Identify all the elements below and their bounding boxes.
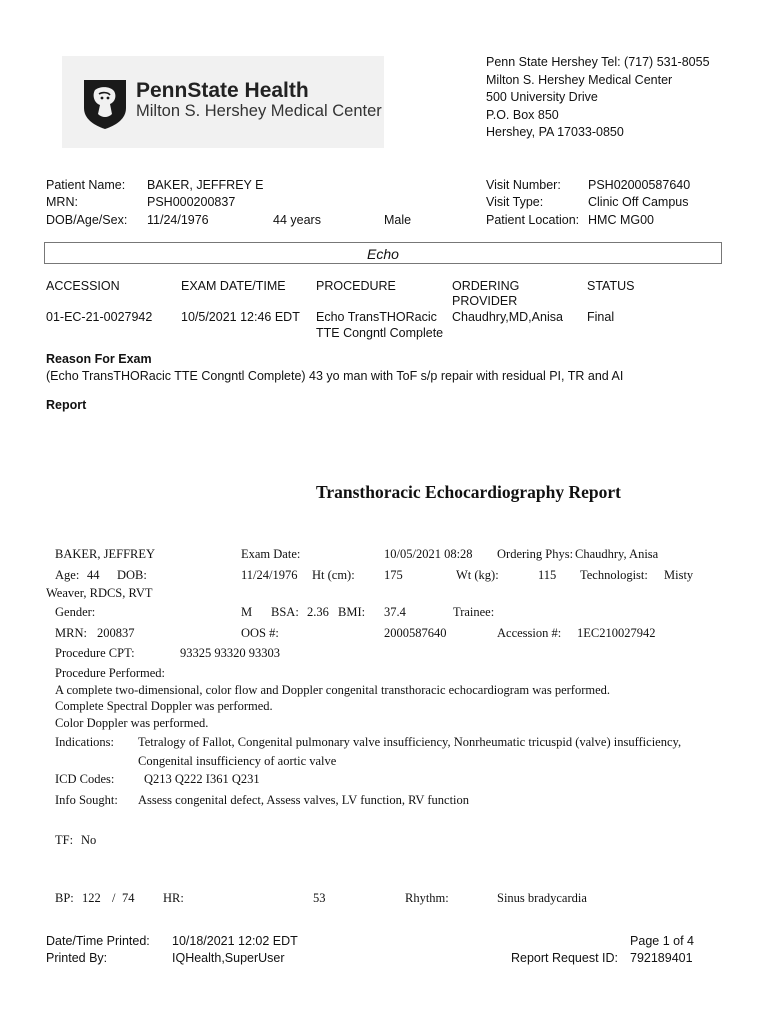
accession-label: Accession #: bbox=[497, 626, 562, 640]
report-mrn-label: MRN: bbox=[55, 626, 87, 640]
indications-line-2: Congenital insufficiency of aortic valve bbox=[138, 754, 337, 768]
nittany-lion-shield-icon bbox=[82, 78, 128, 130]
procedure-performed-2: Complete Spectral Doppler was performed. bbox=[55, 699, 273, 713]
report-mrn: 200837 bbox=[97, 626, 135, 640]
visit-number: PSH02000587640 bbox=[588, 178, 691, 192]
tf-label: TF: bbox=[55, 833, 74, 847]
accession-value: 1EC210027942 bbox=[577, 626, 656, 640]
ordering-phys-label: Ordering Phys: bbox=[497, 547, 574, 561]
bsa-value: 2.36 bbox=[307, 605, 329, 619]
patient-location-label: Patient Location: bbox=[486, 213, 580, 227]
info-sought-label: Info Sought: bbox=[55, 793, 118, 807]
age-label: Age: bbox=[55, 568, 80, 582]
technologist-rest: Weaver, RDCS, RVT bbox=[46, 586, 153, 600]
patient-name-label: Patient Name: bbox=[46, 178, 126, 192]
report-title: Transthoracic Echocardiography Report bbox=[316, 482, 621, 502]
report-dob-label: DOB: bbox=[117, 568, 147, 582]
height-label: Ht (cm): bbox=[312, 568, 355, 582]
age-value: 44 years bbox=[273, 213, 321, 227]
address-line-street: 500 University Drive bbox=[486, 90, 598, 104]
section-header bbox=[44, 242, 722, 264]
header-accession: ACCESSION bbox=[46, 279, 120, 293]
procedure-performed-label: Procedure Performed: bbox=[55, 666, 166, 680]
dob-value: 11/24/1976 bbox=[147, 213, 209, 227]
request-id-label: Report Request ID: bbox=[511, 951, 618, 965]
weight-value: 115 bbox=[538, 568, 557, 582]
header-ordering: ORDERING bbox=[452, 279, 520, 293]
rhythm-label: Rhythm: bbox=[405, 891, 449, 905]
bsa-label: BSA: bbox=[271, 605, 299, 619]
technologist-label: Technologist: bbox=[580, 568, 648, 582]
logo-subtitle: Milton S. Hershey Medical Center bbox=[136, 102, 382, 120]
hr-label: HR: bbox=[163, 891, 184, 905]
bp-diastolic: 74 bbox=[122, 891, 135, 905]
header-status: STATUS bbox=[587, 279, 635, 293]
address-line-phone: Penn State Hershey Tel: (717) 531-8055 bbox=[486, 55, 710, 69]
reason-label: Reason For Exam bbox=[46, 352, 152, 366]
mrn-label: MRN: bbox=[46, 195, 78, 209]
indications-line-1: Tetralogy of Fallot, Congenital pulmonary valve insufficiency, Nonrheumatic tricuspid (valve) insufficiency, bbox=[138, 735, 682, 749]
row-procedure-cont: TTE Congntl Complete bbox=[316, 326, 444, 340]
visit-number-label: Visit Number: bbox=[486, 178, 561, 192]
height-value: 175 bbox=[384, 568, 403, 582]
reason-text: (Echo TransTHORacic TTE Congntl Complete) 43 yo man with ToF s/p repair with residual PI, TR and AI bbox=[46, 369, 624, 383]
request-id: 792189401 bbox=[630, 951, 693, 965]
cpt-value: 93325 93320 93303 bbox=[180, 646, 280, 660]
row-status: Final bbox=[587, 310, 615, 324]
page-number: Page 1 of 4 bbox=[630, 934, 694, 948]
printed-datetime: 10/18/2021 12:02 EDT bbox=[172, 934, 298, 948]
cpt-label: Procedure CPT: bbox=[55, 646, 135, 660]
gender-value: M bbox=[241, 605, 253, 619]
row-procedure: Echo TransTHORacic bbox=[316, 310, 437, 324]
ordering-phys: Chaudhry, Anisa bbox=[575, 547, 659, 561]
report-age: 44 bbox=[87, 568, 100, 582]
patient-name: BAKER, JEFFREY E bbox=[147, 178, 264, 192]
report-patient-name: BAKER, JEFFREY bbox=[55, 547, 156, 561]
bp-separator: / bbox=[112, 891, 116, 905]
printed-label: Date/Time Printed: bbox=[46, 934, 150, 948]
row-accession: 01-EC-21-0027942 bbox=[46, 310, 153, 324]
row-exam-datetime: 10/5/2021 12:46 EDT bbox=[181, 310, 300, 324]
patient-location: HMC MG00 bbox=[588, 213, 654, 227]
header-provider: PROVIDER bbox=[452, 294, 518, 308]
dob-label: DOB/Age/Sex: bbox=[46, 213, 128, 227]
address-line-pobox: P.O. Box 850 bbox=[486, 108, 559, 122]
info-sought: Assess congenital defect, Assess valves, LV function, RV function bbox=[138, 793, 470, 807]
oos-label: OOS #: bbox=[241, 626, 279, 640]
printed-by-label: Printed By: bbox=[46, 951, 108, 965]
header-exam-datetime: EXAM DATE/TIME bbox=[181, 279, 286, 293]
bmi-value: 37.4 bbox=[384, 605, 406, 619]
exam-date-label: Exam Date: bbox=[241, 547, 301, 561]
bp-label: BP: bbox=[55, 891, 74, 905]
row-provider: Chaudhry,MD,Anisa bbox=[452, 310, 563, 324]
procedure-performed-3: Color Doppler was performed. bbox=[55, 716, 209, 730]
visit-type-label: Visit Type: bbox=[486, 195, 544, 209]
indications-label: Indications: bbox=[55, 735, 115, 749]
technologist-first: Misty bbox=[664, 568, 694, 582]
gender-label: Gender: bbox=[55, 605, 96, 619]
bmi-label: BMI: bbox=[338, 605, 366, 619]
report-label: Report bbox=[46, 398, 87, 412]
exam-date: 10/05/2021 08:28 bbox=[384, 547, 473, 561]
report-dob: 11/24/1976 bbox=[241, 568, 298, 582]
sex-value: Male bbox=[384, 213, 412, 227]
icd-label: ICD Codes: bbox=[55, 772, 115, 786]
rhythm-value: Sinus bradycardia bbox=[497, 891, 587, 905]
printed-by: IQHealth,SuperUser bbox=[172, 951, 285, 965]
bp-systolic: 122 bbox=[82, 891, 101, 905]
header-procedure: PROCEDURE bbox=[316, 279, 396, 293]
hr-value: 53 bbox=[313, 891, 326, 905]
weight-label: Wt (kg): bbox=[456, 568, 499, 582]
mrn-value: PSH000200837 bbox=[147, 195, 236, 209]
address-line-city: Hershey, PA 17033-0850 bbox=[486, 125, 624, 139]
oos-value: 2000587640 bbox=[384, 626, 447, 640]
trainee-label: Trainee: bbox=[453, 605, 495, 619]
procedure-performed-1: A complete two-dimensional, color flow and Doppler congenital transthoracic echocardiogram was performed. bbox=[55, 683, 611, 697]
tf-value: No bbox=[81, 833, 97, 847]
visit-type: Clinic Off Campus bbox=[588, 195, 689, 209]
logo-title: PennState Health bbox=[136, 79, 309, 102]
address-line-center: Milton S. Hershey Medical Center bbox=[486, 73, 673, 87]
section-title: Echo bbox=[367, 246, 399, 262]
icd-codes: Q213 Q222 I361 Q231 bbox=[144, 772, 260, 786]
